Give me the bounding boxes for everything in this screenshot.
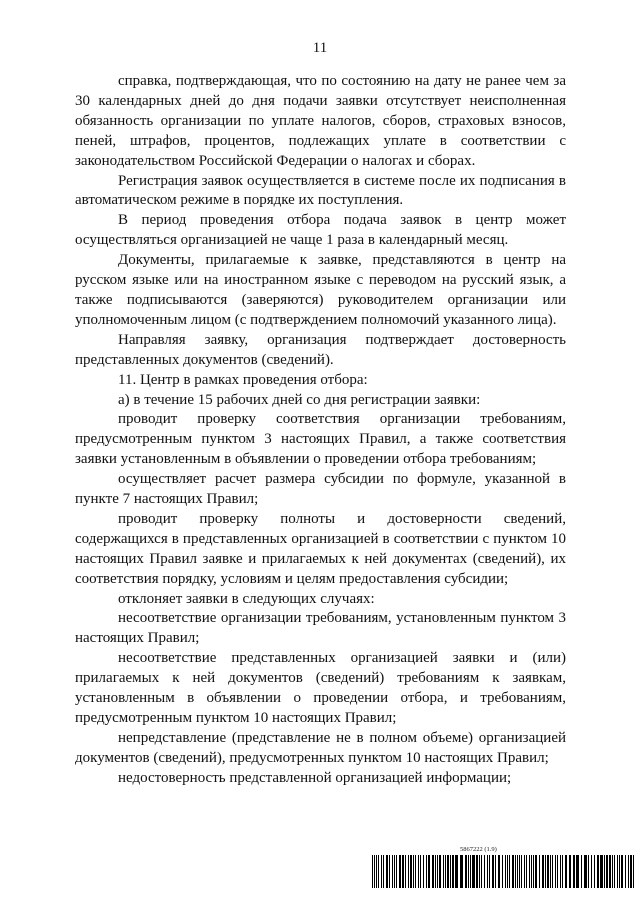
paragraph-subitem-a: а) в течение 15 рабочих дней со дня регистрации заявки: [118, 391, 481, 408]
barcode-icon [372, 855, 634, 888]
paragraph-noncompliance-org: несоответствие организации требованиям, установленным пунктом 3 настоящих Правил; [75, 610, 566, 647]
paragraph-confirmation: Направляя заявку, организация подтверждает достоверность представленных документов (сведений). [75, 331, 566, 368]
paragraph-nonsubmission: непредставление (представление не в полном объеме) организацией документов (сведений), предусмотренных пунктом 10 настоящих Правил; [75, 729, 566, 766]
paragraph-documents-language: Документы, прилагаемые к заявке, представляются в центр на русском языке или на иностранном языке с переводом на русский язык, а также подписываются (заверяются) руководителем организации или уполномоченным лицом (с подтверждением полномочий указанного лица). [75, 252, 566, 328]
paragraph-registration: Регистрация заявок осуществляется в системе после их подписания в автоматическом режиме в порядке их поступления. [75, 172, 566, 209]
document-code: 5867222 (1.9) [460, 846, 497, 853]
page-number: 11 [312, 40, 328, 56]
paragraph-check-requirements: проводит проверку соответствия организации требованиям, предусмотренным пунктом 3 настоящих Правил, а также соответствия заявки установленным в объявлении о проведении отбора требованиям; [75, 411, 566, 468]
body-text [75, 72, 566, 789]
paragraph-tax-certificate: справка, подтверждающая, что по состоянию на дату не ранее чем за 30 календарных дней до дня подачи заявки отсутствует неисполненная обязанность организации по уплате налогов, сборов, страховых взносов, пеней, штрафов, процентов, подлежащих уплате в соответствии с законодательством Российской Федерации о налогах и сборах. [75, 73, 566, 169]
paragraph-noncompliance-application: несоответствие представленных организацией заявки и (или) прилагаемых к ней документов (сведений) требованиям к заявкам, установленным в объявлении о проведении отбора, и требованиям, предусмотренным пунктом 10 настоящих Правил; [75, 650, 566, 726]
footer [372, 846, 634, 890]
paragraph-item-11: 11. Центр в рамках проведения отбора: [118, 371, 368, 388]
paragraph-inaccuracy: недостоверность представленной организацией информации; [118, 769, 512, 786]
paragraph-submission-frequency: В период проведения отбора подача заявок в центр может осуществляться организацией не чаще 1 раза в календарный месяц. [75, 212, 566, 249]
paragraph-subsidy-calculation: осуществляет расчет размера субсидии по формуле, указанной в пункте 7 настоящих Правил; [75, 471, 566, 508]
paragraph-check-completeness: проводит проверку полноты и достоверности сведений, содержащихся в представленных организацией в соответствии с пунктом 10 настоящих Правил заявке и прилагаемых к ней документах (сведений), их соответствия порядку, условиям и целям предоставления субсидии; [75, 510, 566, 587]
paragraph-rejection-cases: отклоняет заявки в следующих случаях: [118, 590, 375, 607]
